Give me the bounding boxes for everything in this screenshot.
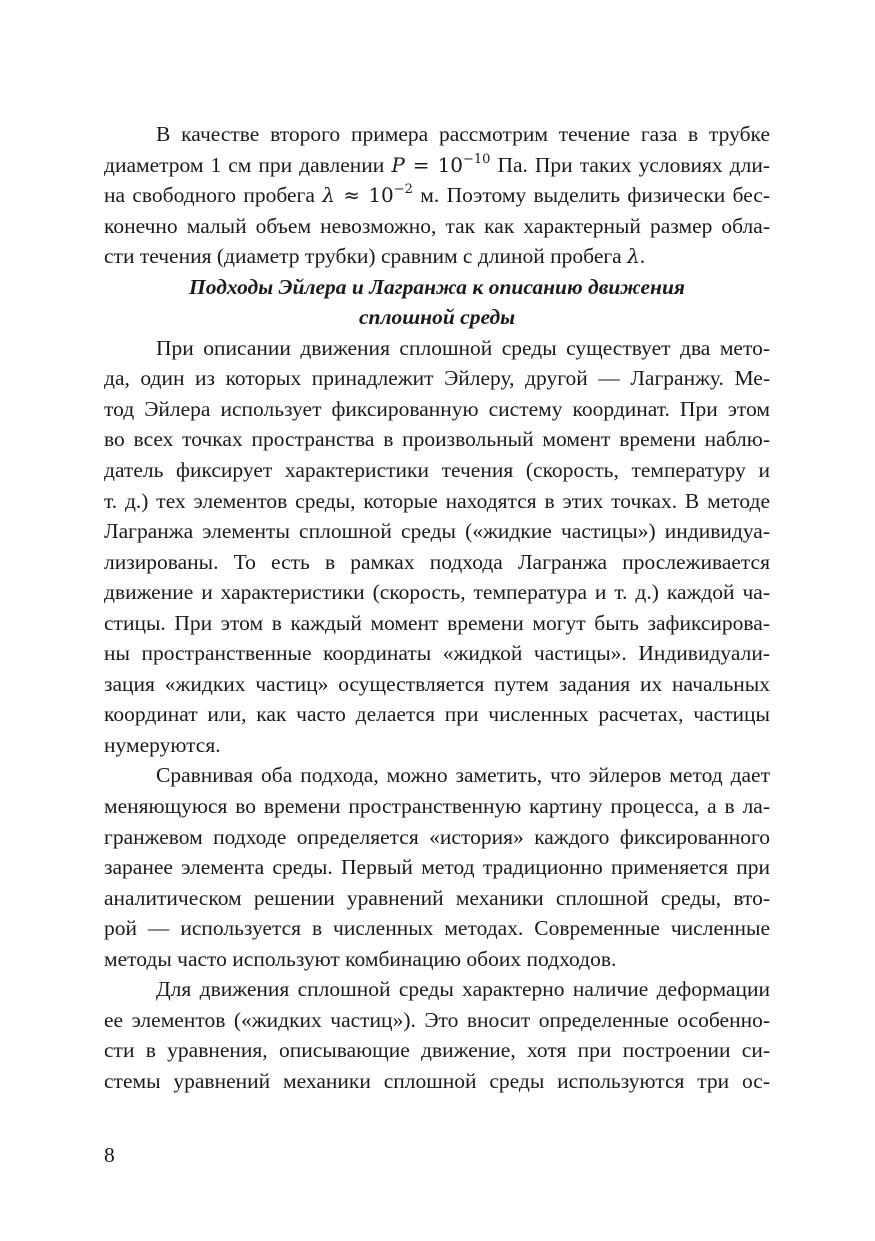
text-line: заранее элемента среды. Первый метод традиционно применяется при [104, 855, 770, 880]
text-line: При описании движения сплошной среды существует два мето- [156, 335, 770, 360]
text-line: конечно малый объем невозможно, так как характерный размер обла- [104, 213, 770, 238]
text-line: стицы. При этом в каждый момент времени могут быть зафиксирова- [104, 610, 770, 635]
paragraph-comparison [104, 760, 770, 974]
section-heading [104, 272, 770, 333]
text-line: сти течения (диаметр трубки) сравним с длиной пробега λ. [104, 244, 646, 269]
section-heading-line: сплошной среды [358, 305, 516, 330]
formula-lambda-symbol: λ [627, 244, 640, 269]
text-line: гранжевом подходе определяется «история» каждого фиксированного [104, 824, 770, 849]
text-line: Для движения сплошной среды характерно наличие деформации [156, 977, 770, 1002]
text-line: да, один из которых принадлежит Эйлеру, другой — Лагранжу. Ме- [104, 366, 770, 391]
text-line: во всех точках пространства в произвольный момент времени наблю- [104, 427, 770, 452]
text-line: нумеруются. [104, 732, 221, 757]
text-line: тод Эйлера использует фиксированную систему координат. При этом [104, 396, 770, 421]
text-line: ее элементов («жидких частиц»). Это вносит определенные особенно- [104, 1007, 770, 1032]
text-line: т. д.) тех элементов среды, которые находятся в этих точках. В методе [104, 488, 770, 513]
text-line: Сравнивая оба подхода, можно заметить, что эйлеров метод дает [156, 763, 770, 788]
text-line: зация «жидких частиц» осуществляется путем задания их начальных [104, 671, 770, 696]
text-line: лизированы. То есть в рамках подхода Лагранжа прослеживается [104, 549, 770, 574]
text-line-lambda: на свободного пробега $\lambda \approx 10^{-2}$ м. Поэтому выделить физически бес- [104, 182, 770, 208]
text-line-pressure: диаметром 1 см при давлении $P = 10^{-10}$ Па. При таких условиях дли- [104, 151, 771, 177]
text-line: меняющуюся во времени пространственную картину процесса, а в ла- [104, 794, 770, 819]
page-text [104, 119, 770, 1097]
text-line: координат или, как часто делается при численных расчетах, частицы [104, 702, 770, 727]
text-line: стемы уравнений механики сплошной среды используются три ос- [104, 1068, 770, 1093]
page-number: 8 [104, 1143, 115, 1167]
section-heading-line: Подходы Эйлера и Лагранжа к описанию движения [189, 274, 685, 299]
text-line: движение и характеристики (скорость, температура и т. д.) каждой ча- [104, 580, 770, 605]
formula-lambda-value: $10^{-2}$ [368, 182, 413, 208]
formula-lambda-symbol: λ [322, 183, 335, 208]
text-line: ны пространственные координаты «жидкой частицы». Индивидуали- [104, 641, 770, 666]
text-line: методы часто используют комбинацию обоих подходов. [104, 946, 617, 971]
paragraph-gas-tube-example [104, 119, 770, 272]
text-line: В качестве второго примера рассмотрим течение газа в трубке [156, 122, 770, 146]
text-line: датель фиксирует характеристики течения (скорость, температуру и [104, 458, 770, 483]
text-line: аналитическом решении уравнений механики сплошной среды, вто- [104, 885, 770, 910]
text-line: сти в уравнения, описывающие движение, хотя при построении си- [104, 1038, 770, 1063]
formula-pressure-value: $10^{-10}$ [437, 151, 491, 177]
text-line: рой — используется в численных методах. Современные численные [104, 916, 770, 941]
text-line: Лагранжа элементы сплошной среды («жидкие частицы») индивидуа- [104, 519, 770, 544]
formula-pressure-symbol: P [391, 152, 405, 177]
paragraph-methods [104, 333, 770, 761]
paragraph-deformation [104, 974, 770, 1096]
